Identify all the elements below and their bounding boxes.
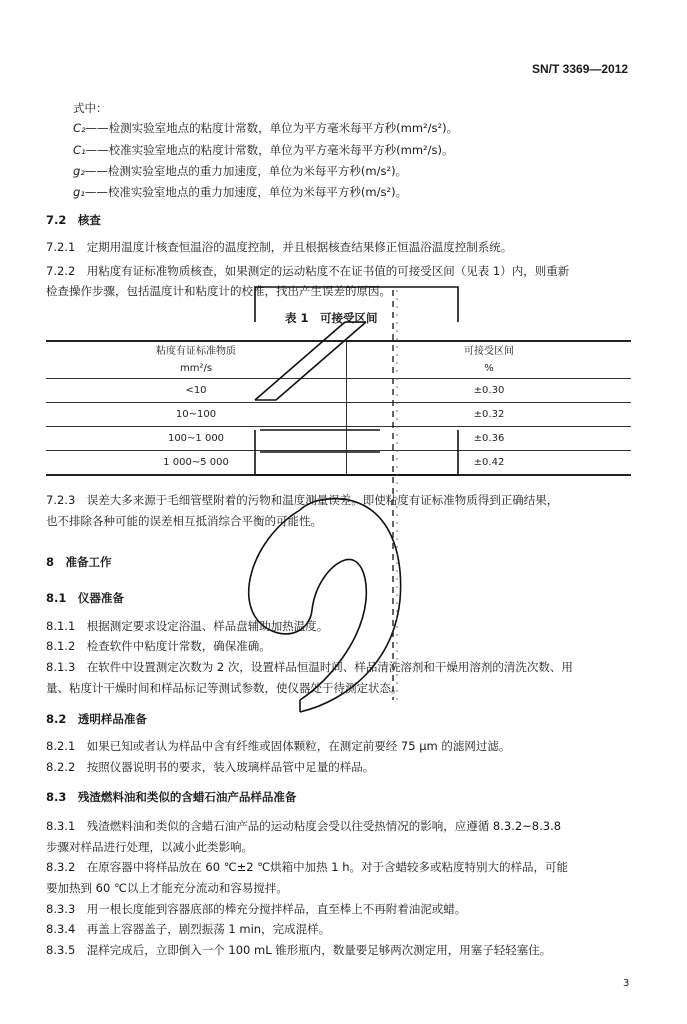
paragraph-8-3-5: 8.3.5 混样完成后，立即倒入一个 100 mL 锥形瓶内，数量要足够两次测定用，用塞子轻轻塞住。 bbox=[46, 943, 552, 957]
where-item: C₁——校准实验室地点的粘度计常数，单位为平方毫米每平方秒(mm²/s)。 bbox=[73, 143, 454, 157]
where-item: C₂——检测实验室地点的粘度计常数，单位为平方毫米每平方秒(mm²/s²)。 bbox=[73, 121, 459, 135]
paragraph-7-2-2-line2: 检查操作步骤，包括温度计和粘度计的校准，找出产生误差的原因。 bbox=[46, 284, 391, 298]
cell-interval: ±0.32 bbox=[347, 403, 632, 427]
paragraph-7-2-1: 7.2.1 定期用温度计核查恒温浴的温度控制，并且根据核查结果修正恒温浴温度控制系统。 bbox=[46, 240, 513, 254]
column-header-interval: 可接受区间 % bbox=[347, 341, 632, 379]
cell-interval: ±0.30 bbox=[347, 379, 632, 403]
paragraph-8-3-2-line2: 要加热到 60 ℃以上才能充分流动和容易搅拌。 bbox=[46, 881, 288, 895]
paragraph-7-2-2-line1: 7.2.2 用粘度有证标准物质核查，如果测定的运动粘度不在证书值的可接受区间（见表 1）内，则重新 bbox=[46, 264, 570, 278]
paragraph-8-3-1-line2: 步骤对样品进行处理，以减小此类影响。 bbox=[46, 840, 253, 854]
paragraph-8-1-1: 8.1.1 根据测定要求设定浴温、样品盘辅助加热温度。 bbox=[46, 619, 329, 633]
table-title: 表 1 可接受区间 bbox=[285, 311, 378, 325]
paragraph-8-1-3-line1: 8.1.3 在软件中设置测定次数为 2 次，设置样品恒温时间、样品清洗溶剂和干燥用溶剂的清洗次数、用 bbox=[46, 660, 573, 674]
section-heading-8: 8 准备工作 bbox=[46, 555, 112, 569]
cell-interval: ±0.42 bbox=[347, 451, 632, 476]
where-item: g₂——检测实验室地点的重力加速度，单位为米每平方秒(m/s²)。 bbox=[73, 164, 408, 178]
standard-number: SN/T 3369—2012 bbox=[532, 62, 629, 76]
column-header-standard: 粘度有证标准物质 mm²/s bbox=[46, 341, 347, 379]
paragraph-8-3-3: 8.3.3 用一根长度能到容器底部的棒充分搅拌样品，直至棒上不再附着油泥或蜡。 bbox=[46, 902, 467, 916]
where-label: 式中： bbox=[73, 101, 108, 115]
paragraph-8-3-4: 8.3.4 再盖上容器盖子，剧烈振荡 1 min，完成混样。 bbox=[46, 922, 331, 936]
cell-range: <10 bbox=[46, 379, 347, 403]
page-number: 3 bbox=[623, 978, 630, 989]
section-heading-7-2: 7.2 核查 bbox=[46, 213, 101, 227]
cell-range: 100~1 000 bbox=[46, 427, 347, 451]
cell-interval: ±0.36 bbox=[347, 427, 632, 451]
paragraph-7-2-3-line2: 也不排除各种可能的误差相互抵消综合平衡的可能性。 bbox=[46, 514, 322, 528]
cell-range: 10~100 bbox=[46, 403, 347, 427]
paragraph-8-2-2: 8.2.2 按照仪器说明书的要求，装入玻璃样品管中足量的样品。 bbox=[46, 760, 375, 774]
paragraph-8-3-2-line1: 8.3.2 在原容器中将样品放在 60 ℃±2 ℃烘箱中加热 1 h。对于含蜡较多或粘度特别大的样品，可能 bbox=[46, 860, 569, 874]
paragraph-7-2-3-line1: 7.2.3 误差大多来源于毛细管壁附着的污物和温度测量误差。即使粘度有证标准物质得到正确结果， bbox=[46, 493, 559, 507]
where-item: g₁——校准实验室地点的重力加速度，单位为米每平方秒(m/s²)。 bbox=[73, 185, 408, 199]
paragraph-8-1-2: 8.1.2 检查软件中粘度计常数，确保准确。 bbox=[46, 639, 271, 653]
paragraph-8-3-1-line1: 8.3.1 残渣燃料油和类似的含蜡石油产品的运动粘度会受以往受热情况的影响，应遵循 8.3.2~8.3.8 bbox=[46, 819, 562, 833]
cell-range: 1 000~5 000 bbox=[46, 451, 347, 476]
section-heading-8-3: 8.3 残渣燃料油和类似的含蜡石油产品样品准备 bbox=[46, 790, 297, 804]
paragraph-8-2-1: 8.2.1 如果已知或者认为样品中含有纤维或固体颗粒，在测定前要经 75 μm 的滤网过滤。 bbox=[46, 739, 511, 753]
section-heading-8-1: 8.1 仪器准备 bbox=[46, 591, 124, 605]
paragraph-8-1-3-line2: 量、粘度计干燥时间和样品标记等测试参数，使仪器处于待测定状态。 bbox=[46, 681, 403, 695]
section-heading-8-2: 8.2 透明样品准备 bbox=[46, 712, 147, 726]
